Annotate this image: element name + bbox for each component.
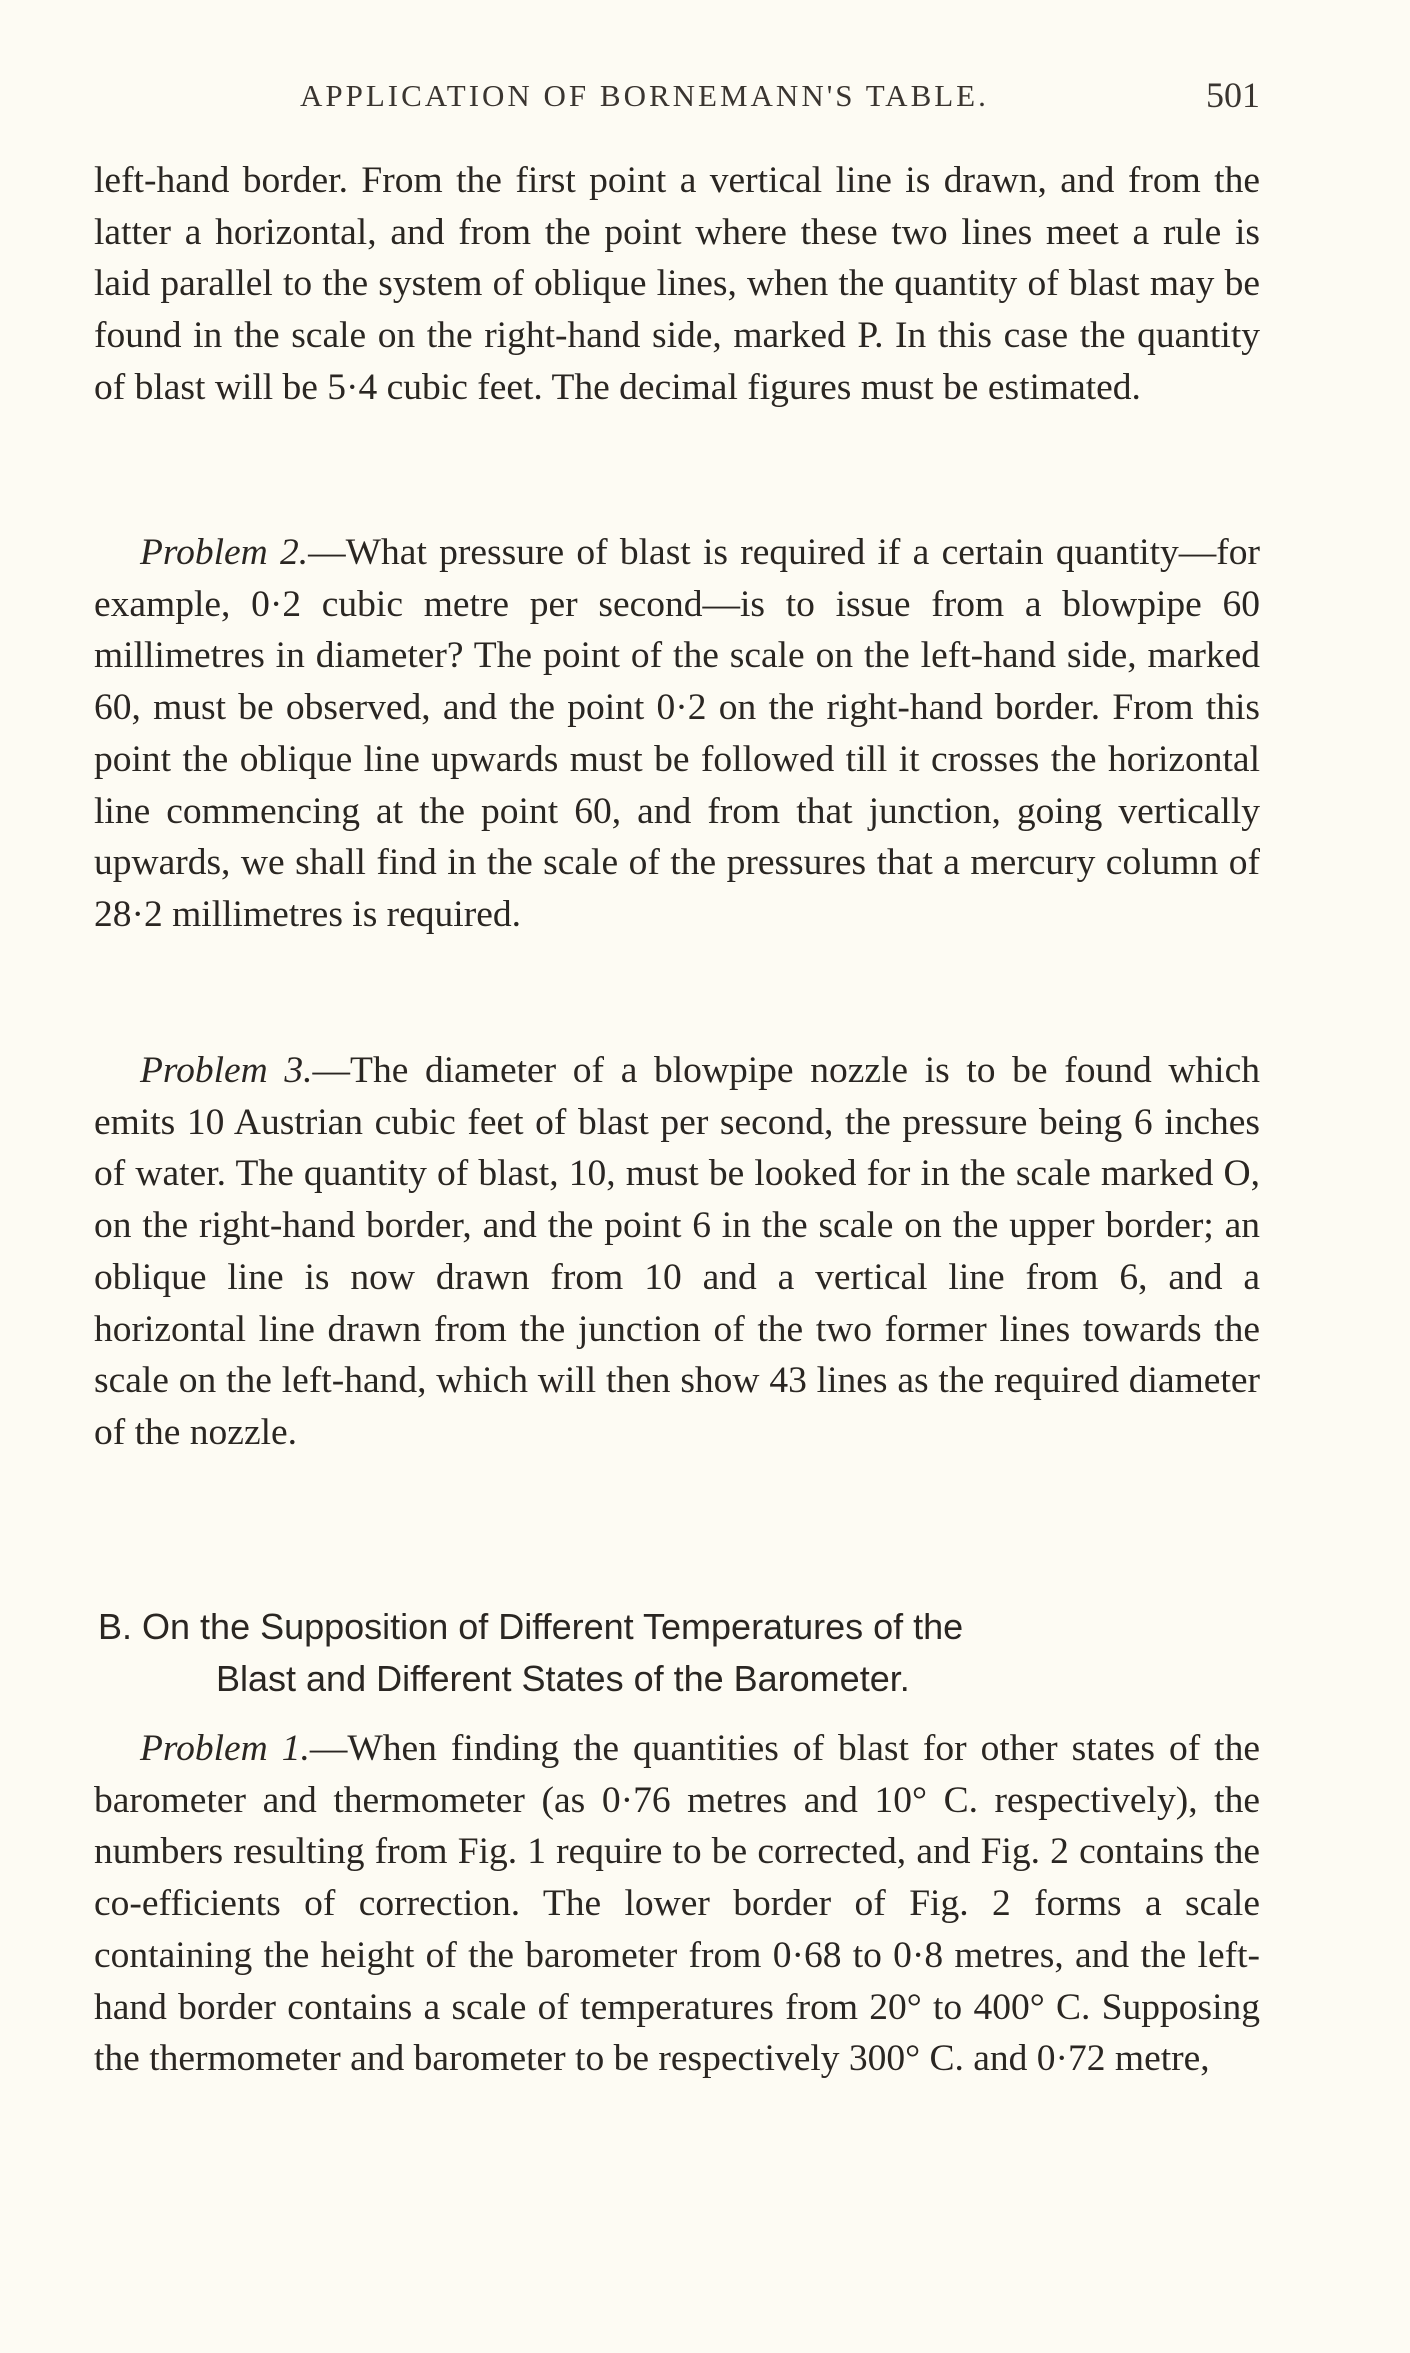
- problem-3-block: [94, 1045, 1260, 1459]
- intro-paragraph-block: [94, 155, 1260, 414]
- intro-paragraph: left-hand border. From the first point a vertical line is drawn, and from the latter a horizontal, and from the point where these two lines meet a rule is laid parallel to the system of oblique lines, when the quantity of blast may be found in the scale on the right-hand side, marked P. In this case the quantity of blast will be 5·4 cubic feet. The decimal figures must be estimated.: [94, 160, 1260, 408]
- running-head: APPLICATION OF BORNEMANN'S TABLE.: [300, 78, 989, 113]
- problem-2-text: —What pressure of blast is required if a certain quantity—for example, 0·2 cubic metre per second—is to issue from a blowpipe 60 millimetres in diameter? The point of the scale on the left-hand side, marked 60, must be observed, and the point 0·2 on the right-hand border. From this point the oblique line upwards must be followed till it crosses the horizontal line commencing at the point 60, and from that junction, going vertically upwards, we shall find in the scale of the pressures that a mercury column of 28·2 millimetres is required.: [94, 532, 1260, 935]
- problem-b1-paragraph: [94, 1723, 1260, 2085]
- section-b-heading-line2: Blast and Different States of the Barometer.: [216, 1658, 910, 1699]
- problem-3-paragraph: [94, 1045, 1260, 1459]
- problem-2-block: [94, 527, 1260, 941]
- problem-2-paragraph: [94, 527, 1260, 941]
- problem-3-label: Problem 3.: [140, 1050, 313, 1091]
- problem-3-text: —The diameter of a blowpipe nozzle is to be found which emits 10 Austrian cubic feet of blast per second, the pressure being 6 inches of water. The quantity of blast, 10, must be looked for in the scale marked O, on the right-hand border, and the point 6 in the scale on the upper border; an oblique line is now drawn from 10 and a vertical line from 6, and a horizontal line drawn from the junction of the two former lines towards the scale on the left-hand, which will then show 43 lines as the required diameter of the nozzle.: [94, 1050, 1260, 1453]
- problem-b1-text: —When finding the quantities of blast for other states of the barometer and thermometer (as 0·76 metres and 10° C. respectively), the numbers resulting from Fig. 1 require to be corrected, and Fig. 2 contains the co-efficients of correction. The lower border of Fig. 2 forms a scale containing the height of the barometer from 0·68 to 0·8 metres, and the left-hand border contains a scale of temperatures from 20° to 400° C. Supposing the thermometer and barometer to be respectively 300° C. and 0·72 metre,: [94, 1728, 1260, 2080]
- problem-b1-block: [94, 1723, 1260, 2085]
- section-b-heading-line1: B. On the Supposition of Different Temperatures of the: [98, 1606, 964, 1647]
- section-b-heading: [98, 1601, 1268, 1705]
- problem-2-label: Problem 2.: [140, 532, 309, 573]
- page-number: 501: [1206, 75, 1260, 115]
- problem-b1-label: Problem 1.: [140, 1728, 310, 1769]
